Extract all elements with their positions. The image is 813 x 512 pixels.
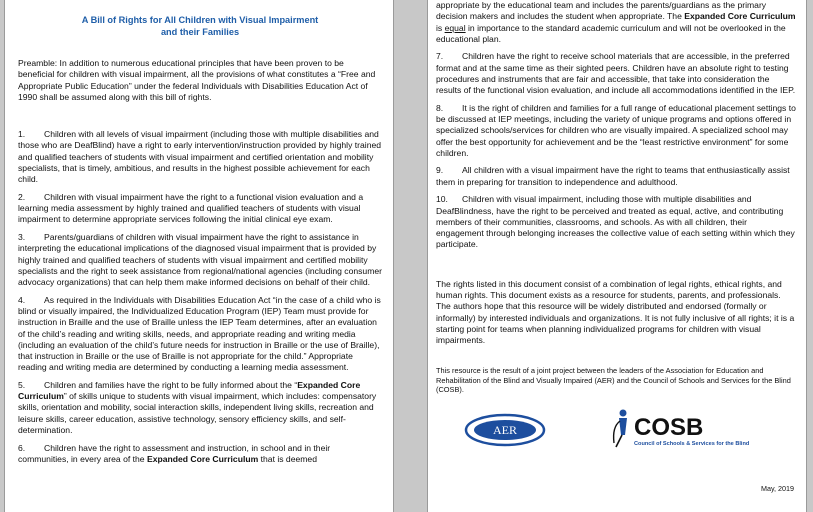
- right-item-6: [18, 443, 382, 466]
- aer-logo: [464, 413, 546, 447]
- cont-underline: equal: [444, 22, 466, 33]
- cosb-logo-text: COSB: [634, 413, 704, 441]
- item-text-bold: Expanded Core Curriculum: [146, 453, 259, 464]
- right-item-4: [18, 295, 382, 374]
- item-6-continued: [436, 0, 796, 45]
- item-text: Children with all levels of visual impairment (including those with multiple disabilities and those who are DeafBlind) have a right to early intervention/instruction provided by highly trained and qualified teachers of students with visual impairment and certified orientation and mobility specialists, that is timely, ambitious, and results in the highest possible achievement for each child.: [18, 129, 382, 185]
- item-text-pre: Children and families have the right to be fully informed about the “: [44, 379, 298, 390]
- document-title: [18, 15, 382, 38]
- title-line-2: and their Families: [160, 26, 240, 37]
- right-item-3: [18, 232, 382, 288]
- item-text-post: that is deemed: [258, 453, 317, 464]
- document-date: May, 2019: [760, 483, 794, 493]
- item-number: 10.: [436, 194, 448, 205]
- right-item-2: [18, 192, 382, 226]
- item-text-post: ” of skills unique to students with visual impairment, which includes: compensatory skills, orientation and mobility, social interaction skills, independent living skills, recreation and leisure skills, career education, assistive technology, sensory efficiency skills, and self-determination.: [18, 391, 377, 436]
- cont-pre: appropriate by the educational team and includes the parents/guardians as the primary decision makers and includes the student when appropriate. The: [436, 0, 767, 22]
- item-text: Children with visual impairment have the right to a functional vision evaluation and a learning media assessment by highly trained and qualified teachers of students with visual impairment to determine appropriate services following the initial clinical eye exam.: [18, 191, 364, 225]
- title-line-1: A Bill of Rights for All Children with Visual Impairment: [81, 15, 319, 25]
- item-text: Parents/guardians of children with visual impairment have the right to assistance in interpreting the educational implications of the diagnosed visual impairment that is provided by highly trained and qualified teachers of students with visual impairment and certified mobility specialists and the right to seek assistance from regional/national agencies (including consumer advocacy organizations) that can help them make informed decisions on behalf of their child.: [18, 231, 383, 288]
- item-number: 6.: [18, 442, 26, 453]
- aer-logo-text: AER: [493, 422, 517, 437]
- right-item-9: [436, 165, 796, 188]
- item-number: 1.: [18, 129, 26, 140]
- item-number: 2.: [18, 191, 26, 202]
- item-text: Children have the right to receive school materials that are accessible, in the preferred format and at the same time as their sighted peers. Children have an absolute right to testing procedures and instruments that are fair and accessible, that take into consideration the results of the functional vision evaluation, and include all accommodations identified in the IEP.: [436, 51, 796, 96]
- item-number: 3.: [18, 231, 26, 242]
- right-item-7: [436, 51, 796, 96]
- item-text-pre: Children have the right to assessment and instruction, in school and in their communities, in every area of the: [18, 442, 331, 464]
- item-text: As required in the Individuals with Disabilities Education Act “in the case of a child who is blind or visually impaired, the Individualized Education Program (IEP) Team must provide for instruction in Braille and the use of Braille unless the IEP Team determines, after an evaluation of the child’s reading and writing skills, needs, and appropriate reading and writing media (including an evaluation of the child’s future needs for instruction in Braille or the use of Braille), that instruction in Braille or the use of Braille is not appropriate for the child.” Appropriate reading and writing media are determined by conducting a learning media assessment.: [18, 294, 381, 373]
- page-left: [4, 0, 394, 512]
- preamble: Preamble: In addition to numerous educational principles that have been proven to be beneficial for children with visual impairment, all the provisions of what constitutes a “Free and Appropriate Public Education” under the federal Individuals with Disabilities Education Act of 1990 shall be assumed along with this bill of rights.: [18, 58, 376, 102]
- cosb-logo: [610, 405, 760, 449]
- cont-mid: is: [436, 22, 445, 33]
- cosb-logo-subtitle: Council of Schools & Services for the Blind: [634, 440, 750, 447]
- credit-note: This resource is the result of a joint project between the leaders of the Association for Education and Rehabilitation of the Blind and Visually Impaired (AER) and the Council of Schools and Services for the Blind (COSB).: [436, 366, 791, 395]
- right-item-8: [436, 103, 796, 159]
- item-number: 5.: [18, 379, 26, 390]
- item-text: All children with a visual impairment have the right to teams that enthusiastically assist them in preparing for transition to independence and adulthood.: [436, 165, 790, 187]
- summary-paragraph: The rights listed in this document consist of a combination of legal rights, ethical rights, and human rights. This document exists as a resource for students, parents, and professionals. The authors hope that this resource will be widely distributed and endorsed (formally or informally) by interested individuals and organizations. It is not fully inclusive of all rights; it is a starting point for teams when planning individualized programs for children with visual impairments.: [436, 278, 795, 346]
- right-item-10: [436, 194, 796, 250]
- right-item-1: [18, 129, 382, 185]
- item-number: 7.: [436, 51, 444, 62]
- cont-bold: Expanded Core Curriculum: [684, 11, 796, 22]
- item-text: It is the right of children and families for a full range of educational placement settings to be discussed at IEP meetings, including the variety of unique programs and options offered in specialized schools/services for children who are visually impaired. A specialized school may offer the best opportunity for achievement and be the “least restrictive environment” for some children.: [436, 102, 796, 158]
- right-item-5: [18, 380, 382, 436]
- page-right: [427, 0, 807, 512]
- item-number: 4.: [18, 294, 26, 305]
- item-number: 9.: [436, 165, 444, 176]
- cont-post: in importance to the standard academic curriculum and will not be overlooked in the educational plan.: [436, 22, 786, 44]
- figure-icon: [614, 409, 627, 447]
- item-text-bold: Expanded Core Curriculum: [18, 379, 361, 402]
- item-number: 8.: [436, 102, 444, 113]
- logo-row: [436, 405, 796, 465]
- item-text: Children with visual impairment, including those with multiple disabilities and DeafBlindness, have the right to be perceived and treated as equal, active, and contributing members of their communities, classrooms, and schools. As with all children, their engagement through belonging increases the collective value of each setting within which they participate.: [436, 194, 795, 250]
